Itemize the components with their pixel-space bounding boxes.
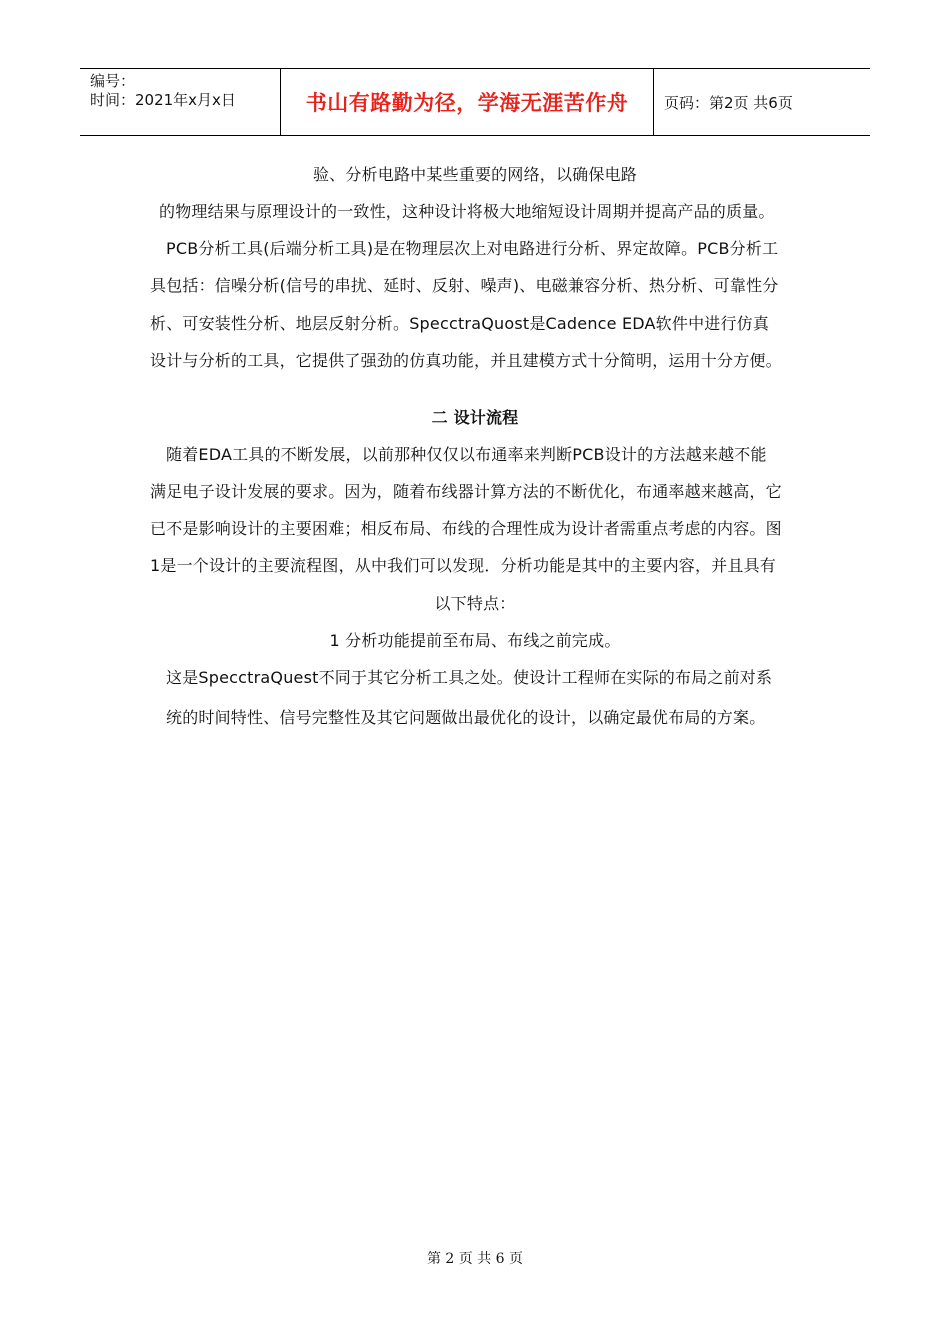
header-left-cell [80,69,281,135]
header-motto-cell [281,69,654,135]
page-footer: 第 2 页 共 6 页 [426,1251,524,1267]
body-line: 具包括：信噪分析(信号的串扰、延时、反射、噪声)、电磁兼容分析、热分析、可靠性分 [150,276,779,295]
body-line: 随着EDA工具的不断发展，以前那种仅仅以布通率来判断PCB设计的方法越来越不能 [166,445,767,464]
section-heading: 二 设计流程 [431,408,519,427]
header-page-cell [654,69,870,135]
page-header [80,68,870,136]
list-item: 1 分析功能提前至布局、布线之前完成。 [329,631,621,650]
document-date-label: 时间：2021年x月x日 [90,91,236,109]
body-line: 验、分析电路中某些重要的网络，以确保电路 [312,165,637,184]
body-line: 析、可安装性分析、地层反射分析。SpecctraQuost是Cadence EDA软件中进行仿真 [150,314,770,333]
document-number-label: 编号： [90,72,136,90]
body-line: 满足电子设计发展的要求。因为，随着布线器计算方法的不断优化，布通率越来越高，它 [150,482,782,501]
body-line: 1是一个设计的主要流程图，从中我们可以发现．分析功能是其中的主要内容，并且具有 [150,556,776,575]
body-line: 的物理结果与原理设计的一致性，这种设计将极大地缩短设计周期并提高产品的质量。 [159,202,775,221]
body-line: 这是SpecctraQuest不同于其它分析工具之处。使设计工程师在实际的布局之前对系 [166,668,773,687]
body-line: 已不是影响设计的主要困难；相反布局、布线的合理性成为设计者需重点考虑的内容。图 [150,519,782,538]
body-line: 设计与分析的工具，它提供了强劲的仿真功能，并且建模方式十分简明，运用十分方便。 [150,351,782,370]
header-motto: 书山有路勤为径，学海无涯苦作舟 [305,91,629,115]
body-line: 以下特点： [434,594,516,613]
body-line: 统的时间特性、信号完整性及其它问题做出最优化的设计，以确定最优布局的方案。 [166,708,766,727]
body-line: PCB分析工具(后端分析工具)是在物理层次上对电路进行分析、界定故障。PCB分析工 [166,239,779,258]
header-page-label: 页码：第2页 共6页 [664,93,793,112]
